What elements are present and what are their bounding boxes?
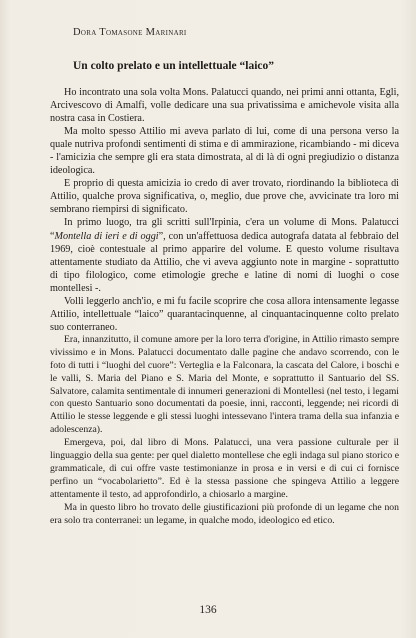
body-text — [50, 86, 399, 527]
paragraph: E proprio di questa amicizia io credo di aver trovato, riordinando la biblioteca di Attilio, qualche prova significativa, o, meglio, due prove che, avvicinate tra loro mi sembrano riempirsi di significato. — [50, 178, 399, 216]
paragraph: Era, innanzitutto, il comune amore per la loro terra d'origine, in Attilio rimasto sempre vivissimo e in Mons. Palatucci documentato dalle pagine che andavo scorrendo, con le foto di tutti i “luoghi del cuore”: Verteglia e la Falconara, la cascata del Calore, i boschi e le valli, S. Maria del Piano e S. Maria del Monte, e soprattutto il Santuario del SS. Salvatore, calamita sentimentale di innumeri generazioni di Montellesi (nel testo, i legami con questo Santuario sono documentati da poesie, inni, racconti, leggende; nei ricordi di Attilio le stesse leggende e gli stessi luoghi intessevano l'intera trama della sua infanzia e adolescenza). — [50, 333, 399, 436]
running-head: Dora Tomasone Marinari — [73, 27, 187, 38]
paragraph: Ma in questo libro ho trovato delle giustificazioni più profonde di un legame che non era solo tra conterranei: un legame, in qualche modo, ideologico ed etico. — [50, 501, 399, 526]
paragraph: Emergeva, poi, dal libro di Mons. Palatucci, una vera passione culturale per il linguaggio della sua gente: per quel dialetto montellese che egli indaga sul piano storico e grammaticale, di cui offre vaste testimonianze in prosa e in versi e di cui ci fornisce perfino un “vocabolarietto”. Ed è la stessa passione che spingeva Attilio a leggere attentamente il testo, ad approfondirlo, a chiosarlo a margine. — [50, 437, 399, 500]
page-number: 136 — [199, 604, 217, 616]
chapter-title: Un colto prelato e un intellettuale “laico” — [73, 60, 275, 72]
book-title: Montella di ieri e di oggi — [54, 230, 159, 242]
paragraph: Volli leggerlo anch'io, e mi fu facile scoprire che cosa allora intensamente legasse Attilio, intellettuale “laico” quarantacinquenne, al cinquantacinquenne colto prelato suo conterraneo. — [50, 295, 399, 333]
paragraph: Ho incontrato una sola volta Mons. Palatucci quando, nei primi anni ottanta, Egli, Arcivescovo di Amalfi, volle dedicare una sua privatissima e amichevole visita alla nostra casa in Costiera. — [50, 87, 399, 125]
paragraph: In primo luogo, tra gli scritti sull'Irpinia, c'era un volume di Mons. Palatucci “Montella di ieri e di oggi”, con un'affettuosa dedica autografa datata al febbraio del 1969, cioè contestuale al primo apparire del volume. E questo volume risultava attentamente studiato da Attilio, che vi aveva aggiunto note in margine - soprattutto di tipo filologico, come etimologie greche e latine di nomi di luoghi o cose montellesi -. — [50, 217, 399, 294]
paragraph: Ma molto spesso Attilio mi aveva parlato di lui, come di una persona verso la quale nutriva profondi sentimenti di stima e di ammirazione, ricambiando - mi diceva - l'amicizia che sempre gli era stata dimostrata, al di là di ogni pregiudizio o distanza ideologica. — [50, 126, 399, 177]
